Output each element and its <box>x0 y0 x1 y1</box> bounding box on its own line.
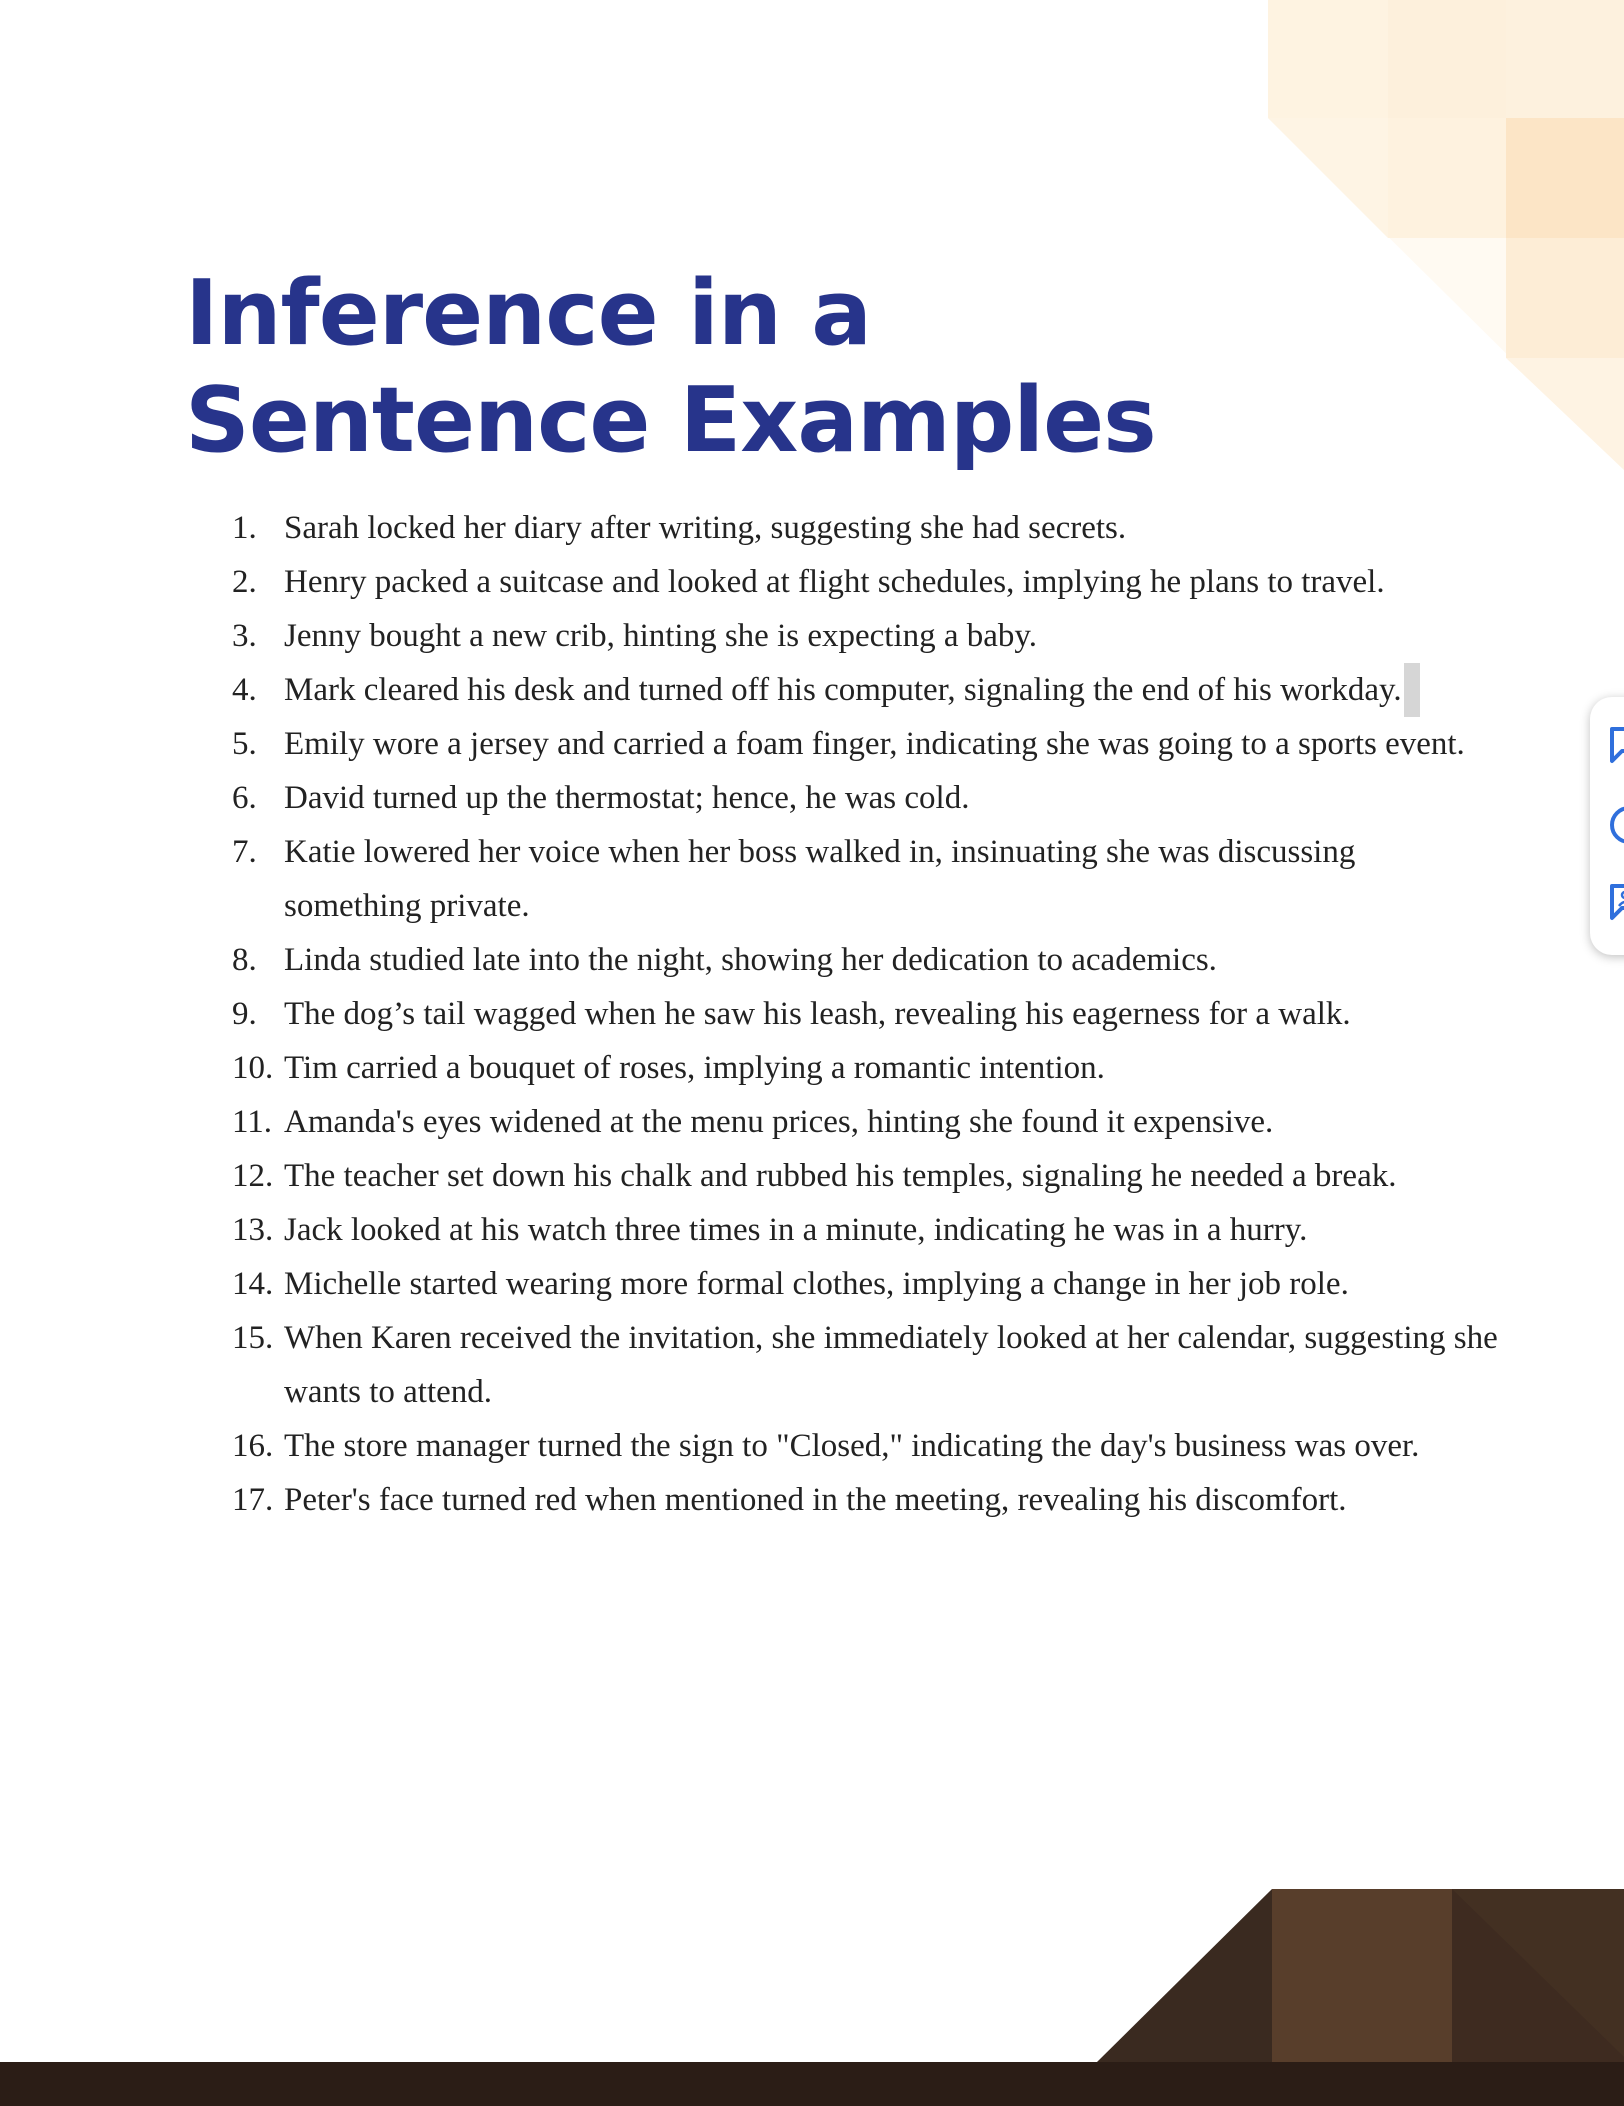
floating-side-toolbar <box>1590 697 1624 955</box>
list-text: Linda studied late into the night, showing her dedication to academics. <box>284 942 1217 978</box>
list-item <box>0 1257 1500 1311</box>
bookmark-icon[interactable] <box>1608 725 1624 767</box>
list-text: The teacher set down his chalk and rubbed his temples, signaling he needed a break. <box>284 1158 1397 1194</box>
examples-list <box>0 501 1500 1527</box>
list-text: Emily wore a jersey and carried a foam finger, indicating she was going to a sports event. <box>284 726 1465 762</box>
list-number: 7. <box>232 834 257 870</box>
list-text: The store manager turned the sign to "Closed," indicating the day's business was over. <box>284 1428 1420 1464</box>
list-number: 2. <box>232 564 257 600</box>
top-right-decoration <box>1260 0 1624 480</box>
list-number: 6. <box>232 780 257 816</box>
title-line-2: Sentence Examples <box>185 368 1156 473</box>
list-item <box>0 1095 1500 1149</box>
list-number: 1. <box>232 510 257 546</box>
list-item <box>0 663 1500 717</box>
title-line-1: Inference in a <box>185 261 871 366</box>
list-number: 3. <box>232 618 257 654</box>
footer-decoration <box>0 1885 1624 2106</box>
list-number: 11. <box>232 1104 273 1140</box>
list-text-content: Mark cleared his desk and turned off his computer, signaling the end of his workday. <box>284 672 1402 708</box>
list-number: 4. <box>232 672 257 708</box>
list-item <box>0 555 1500 609</box>
list-item <box>0 717 1500 771</box>
list-number: 14. <box>232 1266 274 1302</box>
list-text: Michelle started wearing more formal clothes, implying a change in her job role. <box>284 1266 1349 1302</box>
list-text: Henry packed a suitcase and looked at flight schedules, implying he plans to travel. <box>284 564 1385 600</box>
list-text: Jack looked at his watch three times in a minute, indicating he was in a hurry. <box>284 1212 1308 1248</box>
list-item <box>0 1311 1500 1419</box>
list-number: 17. <box>232 1482 274 1518</box>
list-number: 13. <box>232 1212 274 1248</box>
page-title <box>185 260 1156 474</box>
list-number: 10. <box>232 1050 274 1086</box>
list-item <box>0 825 1500 933</box>
list-text: Jenny bought a new crib, hinting she is expecting a baby. <box>284 618 1038 654</box>
list-item <box>0 1419 1500 1473</box>
list-item <box>0 1203 1500 1257</box>
list-number: 9. <box>232 996 257 1032</box>
list-item <box>0 609 1500 663</box>
text-cursor-highlight <box>1404 663 1420 717</box>
list-text: Amanda's eyes widened at the menu prices, hinting she found it expensive. <box>284 1104 1274 1140</box>
list-number: 16. <box>232 1428 274 1464</box>
list-number: 12. <box>232 1158 274 1194</box>
list-item <box>0 1149 1500 1203</box>
list-item <box>0 501 1500 555</box>
list-number: 5. <box>232 726 257 762</box>
list-text: Katie lowered her voice when her boss walked in, insinuating she was discussing something private. <box>284 834 1356 924</box>
comment-icon[interactable] <box>1608 882 1624 924</box>
list-item <box>0 987 1500 1041</box>
list-text: David turned up the thermostat; hence, he was cold. <box>284 780 970 816</box>
list-text: The dog’s tail wagged when he saw his leash, revealing his eagerness for a walk. <box>284 996 1351 1032</box>
list-item <box>0 1041 1500 1095</box>
info-icon[interactable] <box>1608 804 1624 846</box>
list-item <box>0 1473 1500 1527</box>
list-number: 8. <box>232 942 257 978</box>
list-item <box>0 771 1500 825</box>
list-text: Peter's face turned red when mentioned in the meeting, revealing his discomfort. <box>284 1482 1347 1518</box>
list-text: Tim carried a bouquet of roses, implying a romantic intention. <box>284 1050 1105 1086</box>
list-item <box>0 933 1500 987</box>
list-text: Sarah locked her diary after writing, suggesting she had secrets. <box>284 510 1127 546</box>
list-number: 15. <box>232 1320 274 1356</box>
list-text: When Karen received the invitation, she immediately looked at her calendar, suggesting she wants to attend. <box>284 1320 1498 1410</box>
list-text <box>284 663 1500 717</box>
